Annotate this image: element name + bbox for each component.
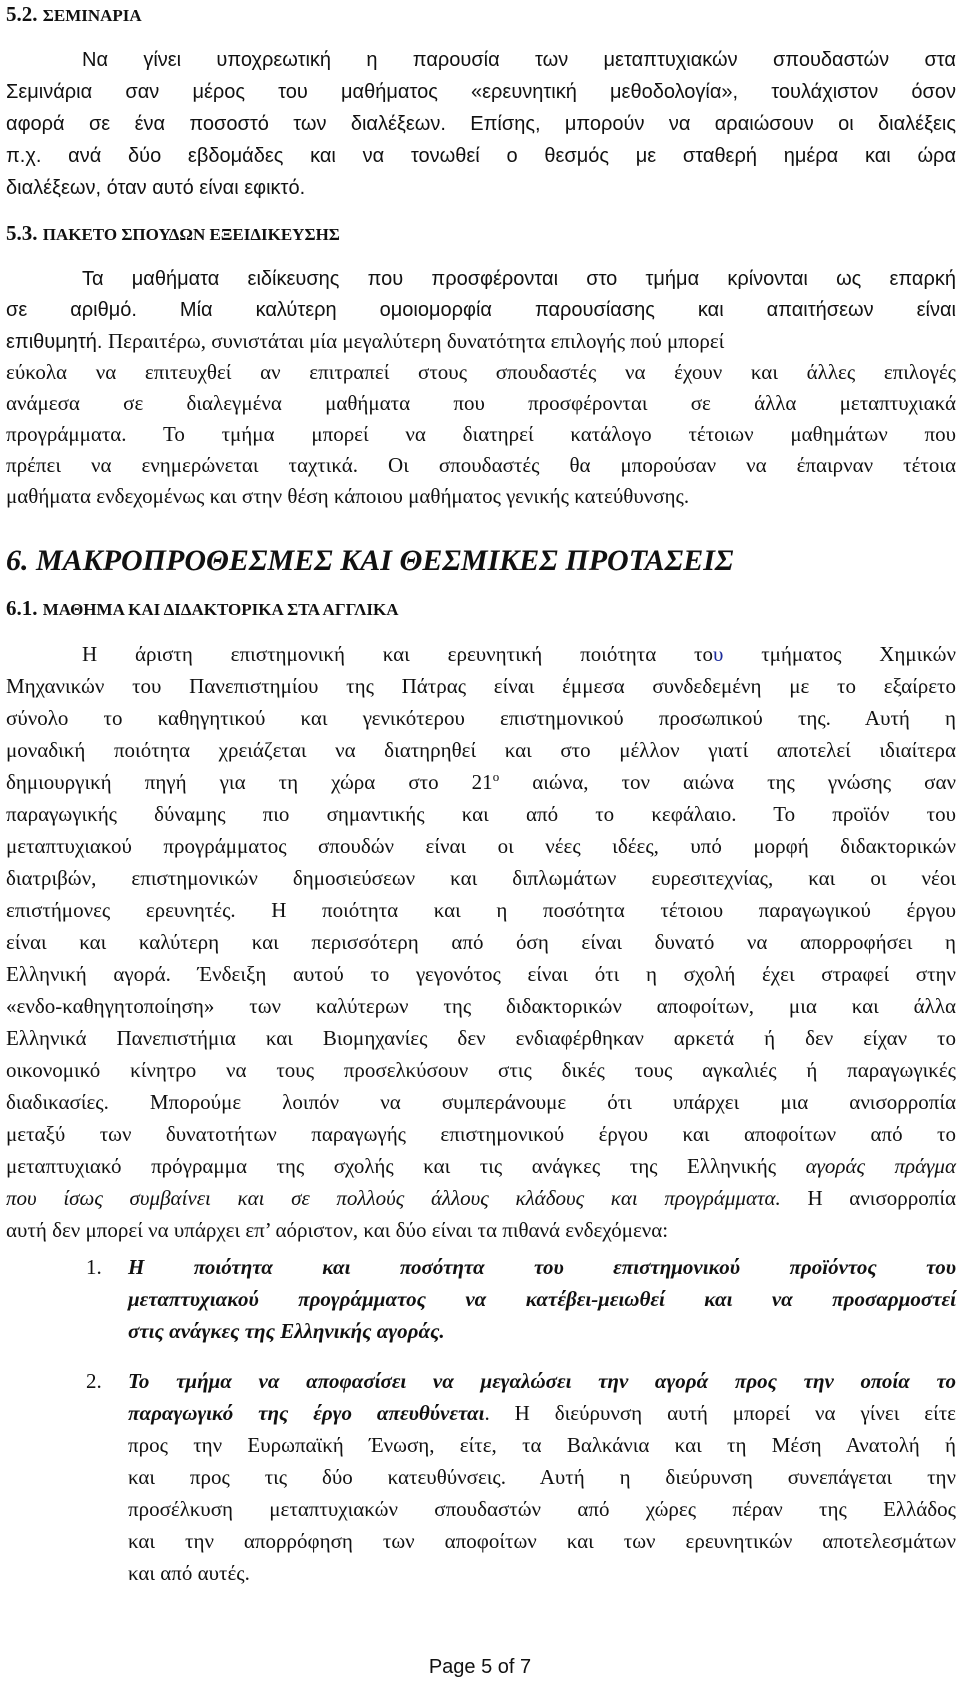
text-line: οικονομικό κίνητρο να τους προσελκύσουν στις δικές τους αγκαλιές ή παραγωγικές (6, 1058, 956, 1082)
page-footer: Page 5 of 7 (428, 1656, 532, 1678)
section-title: ΠΑΚΕΤΟ ΣΠΟΥΔΩΝ ΕΞΕΙΔΙΚΕΥΣΗΣ (42, 225, 340, 244)
superscript: ο (492, 769, 500, 784)
text-line: μεταπτυχιακού προγράμματος σπουδών είναι οι νέες ιδέες, υπό μορφή διδακτορικών (6, 834, 956, 858)
text-span: υ (712, 642, 724, 666)
text-line: μεταπτυχιακού προγράμματος να κατέβει-μειωθεί και να προσαρμοστεί (128, 1287, 956, 1311)
text-line: διατριβών, επιστημονικών δημοσιεύσεων και διπλωμάτων ευρεσιτεχνίας, και οι νέοι (6, 866, 956, 890)
section-heading-5-2 (6, 2, 142, 27)
text-line: μεταξύ των δυνατοτήτων παραγωγής επιστημονικού έργου και αποφοίτων από το (6, 1122, 956, 1146)
text-line: στις ανάγκες της Ελληνικής αγοράς. (128, 1319, 445, 1343)
section-number: 5.2. (6, 2, 38, 26)
text-line (128, 1397, 956, 1429)
text-line: παραγωγικής δύναμης πιο σημαντικής και από το κεφάλαιο. Το προϊόν του (6, 802, 956, 826)
text-line: αφορά σε ένα ποσοστό των διαλέξεων. Επίσης, μπορούν να αραιώσουν οι διαλέξεις (6, 113, 956, 135)
text-line (6, 325, 956, 357)
text-line: π.χ. ανά δύο εβδομάδες και να τονωθεί ο θεσμός με σταθερή ημέρα και ώρα (6, 145, 956, 167)
text-line: επιστήμονες ερευνητές. Η ποιότητα και η ποσότητα τέτοιου παραγωγικού έργου (6, 898, 956, 922)
text-span: μεταπτυχιακό πρόγραμμα της σχολής και τις ανάγκες της Ελληνικής (6, 1154, 806, 1178)
text-line: ανάμεσα σε διαλεγμένα μαθήματα που προσφέρονται σε άλλα μεταπτυχιακά (6, 391, 956, 415)
text-line (6, 1182, 956, 1214)
text-line: Η ποιότητα και ποσότητα του επιστημονικού προϊόντος του (128, 1255, 956, 1279)
text-line (6, 766, 956, 798)
text-line: εύκολα να επιτευχθεί αν επιτραπεί στους σπουδαστές να έχουν και άλλες επιλογές (6, 360, 956, 384)
text-line: μοναδική ποιότητα χρειάζεται να διατηρηθεί και στο μέλλον γιατί αποτελεί ιδιαίτερα (6, 738, 956, 762)
text-line: Σεμινάρια σαν μέρος του μαθήματος «ερευνητική μεθοδολογία», τουλάχιστον όσον (6, 81, 956, 103)
text-span: δημιουργική πηγή για τη χώρα στο 21 (6, 770, 493, 794)
section-title: ΣΕΜΙΝΑΡΙΑ (42, 6, 142, 25)
text-line: πρέπει να ενημερώνεται ταχτικά. Οι σπουδαστές θα μπορούσαν να έπαιρναν τέτοια (6, 453, 956, 477)
list-number: 2. (86, 1369, 102, 1393)
text-span: Η ανισορροπία (780, 1186, 956, 1210)
text-line: προσέλκυση μεταπτυχιακών σπουδαστών από χώρες πέραν της Ελλάδος (128, 1497, 956, 1521)
text-line (6, 1150, 956, 1182)
text-line: Να γίνει υποχρεωτική η παρουσία των μεταπτυχιακών σπουδαστών στα (82, 49, 956, 71)
text-span: επιθυμητή. (6, 331, 103, 353)
section-heading-6-1 (6, 596, 399, 621)
section-number: 5.3. (6, 221, 38, 245)
text-line: Ελληνική αγορά. Ένδειξη αυτού το γεγονότος είναι ότι η σχολή έχει στραφεί στην (6, 962, 956, 986)
list-number: 1. (86, 1255, 102, 1279)
section-title: ΜΑΘΗΜΑ ΚΑΙ ΔΙΔΑΚΤΟΡΙΚΑ ΣΤΑ ΑΓΓΛΙΚΑ (42, 600, 399, 619)
text-line: μαθήματα ενδεχομένως και στην θέση κάποιου μαθήματος γενικής κατεύθυνσης. (6, 484, 690, 508)
section-number: 6.1. (6, 596, 38, 620)
text-line: Το τμήμα να αποφασίσει να μεγαλώσει την αγορά προς την οποία το (128, 1369, 956, 1393)
text-line: διαλέξεων, όταν αυτό είναι εφικτό. (6, 177, 306, 199)
text-line: και προς τις δύο κατευθύνσεις. Αυτή η διεύρυνση συνεπάγεται την (128, 1465, 956, 1489)
text-line: Ελληνικά Πανεπιστήμια και Βιομηχανίες δεν ενδιαφέρθηκαν αρκετά ή δεν είχαν το (6, 1026, 956, 1050)
text-line: Τα μαθήματα ειδίκευσης που προσφέρονται στο τμήμα κρίνονται ως επαρκή (82, 268, 956, 290)
text-line: και την απορρόφηση των αποφοίτων και των ερευνητικών αποτελεσμάτων (128, 1529, 956, 1553)
text-line: προς την Ευρωπαϊκή Ένωση, είτε, τα Βαλκάνια και τη Μέση Ανατολή ή (128, 1433, 956, 1457)
text-span: . Η διεύρυνση αυτή μπορεί να γίνει είτε (484, 1401, 956, 1425)
text-line: «ενδο-καθηγητοποίηση» των καλύτερων της διδακτορικών αποφοίτων, μια και άλλα (6, 994, 956, 1018)
text-span: αγοράς πράγμα (805, 1154, 956, 1178)
text-span: αιώνα, τον αιώνα της γνώσης σαν (499, 770, 956, 794)
text-line: Μηχανικών του Πανεπιστημίου της Πάτρας είναι έμμεσα συνδεδεμένη με το εξαίρετο (6, 674, 956, 698)
text-line (6, 638, 956, 670)
text-span: τμήματος Χημικών (723, 642, 956, 666)
text-line: σε αριθμό. Μία καλύτερη ομοιομορφία παρουσίασης και απαιτήσεων είναι (6, 299, 956, 321)
chapter-heading-6: 6. ΜΑΚΡΟΠΡΟΘΕΣΜΕΣ ΚΑΙ ΘΕΣΜΙΚΕΣ ΠΡΟΤΑΣΕΙΣ (6, 544, 734, 577)
text-line: προγράμματα. Το τμήμα μπορεί να διατηρεί κατάλογο τέτοιων μαθημάτων που (6, 422, 956, 446)
section-heading-5-3 (6, 221, 340, 246)
text-span: παραγωγικό της έργο απευθύνεται (128, 1401, 485, 1425)
text-line: και από αυτές. (128, 1561, 250, 1585)
text-line: διαδικασίες. Μπορούμε λοιπόν να συμπεράνουμε ότι υπάρχει μια ανισορροπία (6, 1090, 956, 1114)
text-span: που ίσως συμβαίνει και σε πολλούς άλλους κλάδους και προγράμματα. (6, 1186, 781, 1210)
text-line: σύνολο το καθηγητικού και γενικότερου επιστημονικού προσωπικού της. Αυτή η (6, 706, 956, 730)
text-line: είναι και καλύτερη και περισσότερη από όση είναι δυνατό να απορροφήσει η (6, 930, 956, 954)
text-line: αυτή δεν μπορεί να υπάρχει επ’ αόριστον, και δύο είναι τα πιθανά ενδεχόμενα: (6, 1218, 669, 1242)
text-span: Η άριστη επιστημονική και ερευνητική ποιότητα το (82, 642, 713, 666)
text-span: Περαιτέρω, συνιστάται μία μεγαλύτερη δυνατότητα επιλογής πού μπορεί (108, 329, 725, 353)
